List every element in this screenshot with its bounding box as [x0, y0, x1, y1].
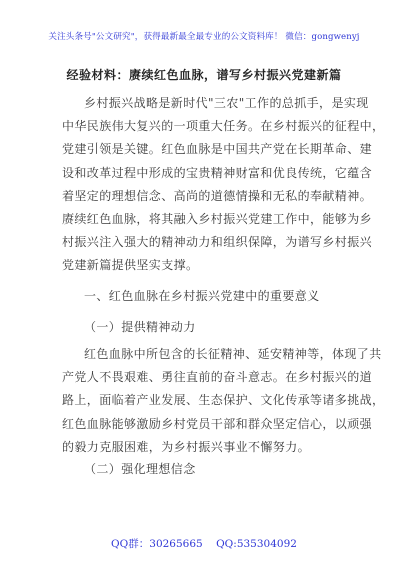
paragraph-line: 着坚定的理想信念、高尚的道德情操和无私的奉献精神。	[62, 188, 373, 203]
subsection-heading: （一）提供精神动力	[84, 320, 196, 334]
footer-contact	[0, 536, 408, 551]
paragraph-line: 乡村振兴战略是新时代"三农"工作的总抓手，是实现	[84, 96, 369, 110]
paragraph-line: 路上，面临着产业发展、生态保护、文化传承等诸多挑战，	[62, 393, 385, 408]
paragraph-line: 赓续红色血脉，将其融入乡村振兴党建工作中，能够为乡	[62, 212, 373, 227]
paragraph-line: 村振兴注入强大的精神动力和组织保障，为谱写乡村振兴	[62, 235, 373, 250]
paragraph-line: 产党人不畏艰难、勇往直前的奋斗意志。在乡村振兴的道	[62, 370, 373, 385]
intro-paragraph	[62, 92, 385, 278]
header-note: 关注头条号"公文研究"，获得最新最全最专业的公文资料库！ 微信：gongwenyj	[48, 32, 360, 42]
paragraph-line: 党建新篇提供坚实支撑。	[62, 258, 199, 273]
subsection-heading: （二）强化理想信念	[84, 462, 196, 476]
paragraph-line: 红色血脉能够激励乡村党员干部和群众坚定信心，以顽强	[62, 416, 373, 431]
section-heading: 一、红色血脉在乡村振兴党建中的重要意义	[84, 289, 320, 303]
paragraph-line: 设和改革过程中形成的宝贵精神财富和优良传统，它蕴含	[62, 165, 373, 180]
document-title: 经验材料：赓续红色血脉，谱写乡村振兴党建新篇	[66, 68, 342, 82]
subsection-paragraph	[62, 343, 385, 459]
paragraph-line: 红色血脉中所包含的长征精神、延安精神等，体现了共	[84, 347, 382, 361]
paragraph-line: 中华民族伟大复兴的一项重大任务。在乡村振兴的征程中，	[62, 119, 385, 134]
footer-qq-group: QQ群：30265665	[111, 538, 203, 550]
paragraph-line: 的毅力克服困难，为乡村振兴事业不懈努力。	[62, 439, 311, 454]
footer-qq: QQ:535304092	[216, 538, 297, 550]
paragraph-line: 党建引领是关键。红色血脉是中国共产党在长期革命、建	[62, 142, 373, 157]
